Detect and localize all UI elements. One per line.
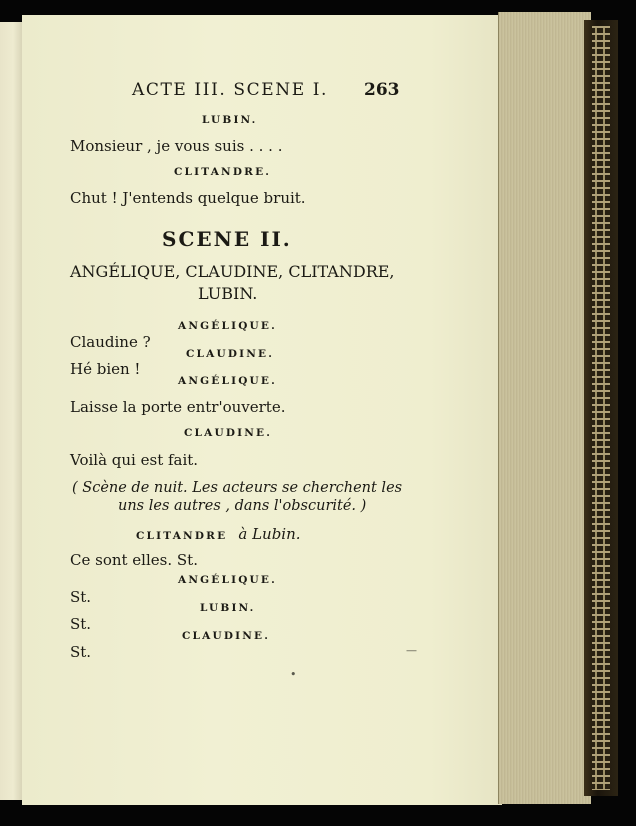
stage-note: à Lubin.	[238, 525, 301, 543]
speaker-label: CLITANDRE.	[174, 166, 272, 178]
scene-characters: LUBIN.	[198, 284, 258, 303]
speaker-label: ANGÉLIQUE.	[178, 320, 277, 332]
speaker-label: CLAUDINE.	[182, 630, 271, 642]
dialogue-line: Voilà qui est fait.	[70, 451, 199, 469]
dialogue-line: St.	[70, 588, 92, 606]
speaker-label: ANGÉLIQUE.	[178, 574, 277, 586]
stage-direction: uns les autres , dans l'obscurité. )	[118, 498, 367, 514]
dialogue-line: St.	[70, 615, 92, 633]
scene-title: SCENE II.	[162, 227, 292, 251]
running-header: ACTE III. SCENE I.	[132, 80, 329, 100]
stray-dot: •	[290, 668, 297, 681]
speaker-label: CLITANDRE	[136, 530, 228, 542]
stage-direction: ( Scène de nuit. Les acteurs se cherchent les	[72, 480, 403, 496]
speaker-label: CLAUDINE.	[184, 427, 273, 439]
dialogue-line: Hé bien !	[70, 360, 141, 378]
dialogue-line: Chut ! J'entends quelque bruit.	[70, 189, 306, 207]
dialogue-line: Claudine ?	[70, 333, 151, 351]
dialogue-line: Monsieur , je vous suis . . . .	[70, 137, 283, 155]
dialogue-line: Laisse la porte entr'ouverte.	[70, 398, 286, 416]
speaker-label: LUBIN.	[202, 114, 258, 126]
page-number: 263	[364, 80, 400, 100]
speaker-label: CLAUDINE.	[186, 348, 275, 360]
stray-dash: —	[406, 644, 417, 657]
speaker-label: LUBIN.	[200, 602, 256, 614]
dialogue-line: St.	[70, 643, 92, 661]
dialogue-line: Ce sont elles. St.	[70, 551, 198, 569]
scene-characters: ANGÉLIQUE, CLAUDINE, CLITANDRE,	[70, 262, 395, 281]
speaker-label: ANGÉLIQUE.	[178, 375, 277, 387]
speaker-aside	[136, 524, 301, 543]
